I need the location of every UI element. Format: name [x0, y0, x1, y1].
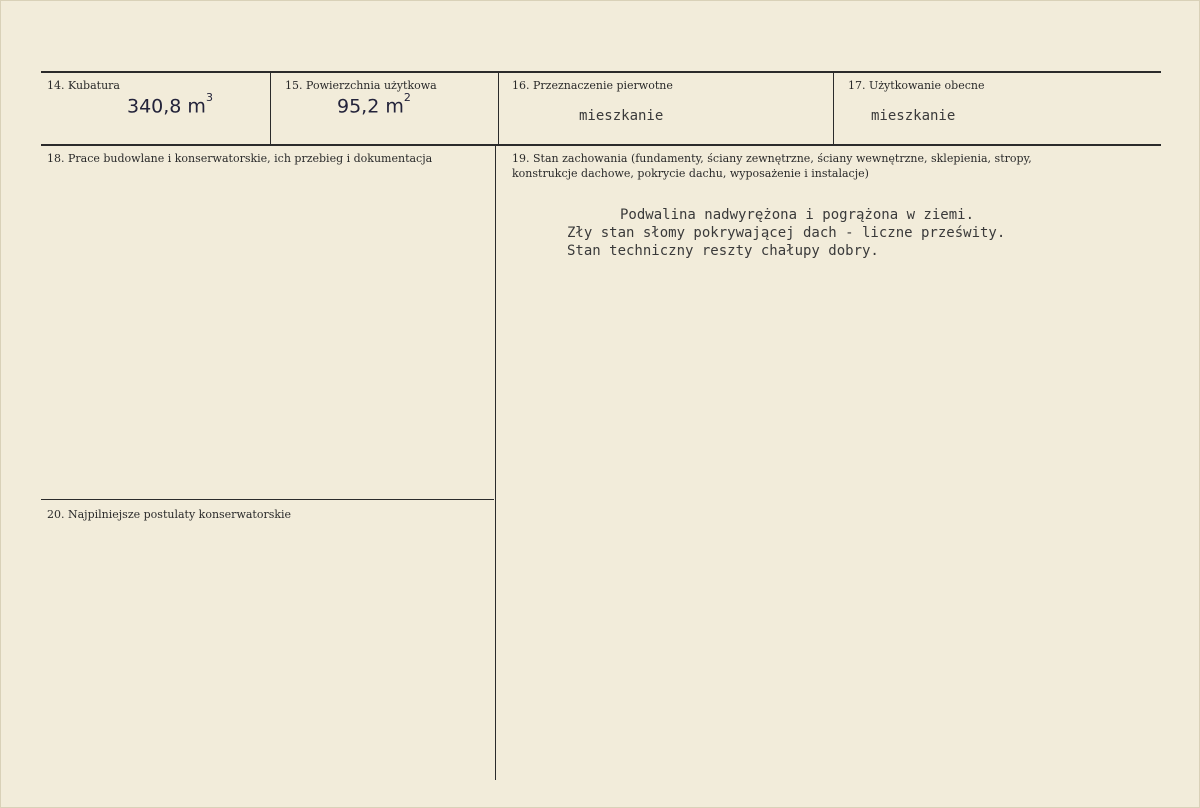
top-rule	[41, 71, 1161, 73]
field-15-value	[337, 91, 411, 118]
field-17-value: mieszkanie	[871, 108, 956, 124]
column-divider-14-15	[270, 73, 271, 144]
field-19-label-line2: konstrukcje dachowe, pokrycie dachu, wyposażenie i instalacje)	[512, 167, 869, 180]
field-19-text-line-3: Stan techniczny reszty chałupy dobry.	[567, 243, 879, 259]
field-14-value-text: 340,8 m	[127, 95, 206, 118]
field-18-label: 18. Prace budowlane i konserwatorskie, ich przebieg i dokumentacja	[47, 152, 433, 165]
field-19-text-line-2: Zły stan słomy pokrywającej dach - liczne prześwity.	[567, 225, 1006, 241]
field-14-label: 14. Kubatura	[47, 79, 120, 92]
field-14-unit-exponent: 3	[205, 91, 213, 104]
main-vertical-divider	[495, 146, 496, 780]
row-divider	[41, 144, 1161, 146]
field-17-label: 17. Użytkowanie obecne	[848, 79, 985, 92]
field-19-label-line1: 19. Stan zachowania (fundamenty, ściany zewnętrzne, ściany wewnętrzne, sklepienia, stropy,	[512, 152, 1032, 165]
column-divider-15-16	[498, 73, 499, 144]
field-14-value	[127, 91, 213, 118]
field-19-text-line-1: Podwalina nadwyrężona i pogrążona w ziemi.	[620, 207, 975, 223]
field-20-label: 20. Najpilniejsze postulaty konserwatorskie	[47, 508, 292, 521]
field-15-label: 15. Powierzchnia użytkowa	[285, 79, 437, 92]
column-divider-16-17	[833, 73, 834, 144]
field-16-value: mieszkanie	[579, 108, 664, 124]
section-18-20-divider	[41, 499, 494, 500]
field-15-unit-exponent: 2	[403, 91, 411, 104]
field-15-value-text: 95,2 m	[337, 95, 404, 118]
field-16-label: 16. Przeznaczenie pierwotne	[512, 79, 673, 92]
